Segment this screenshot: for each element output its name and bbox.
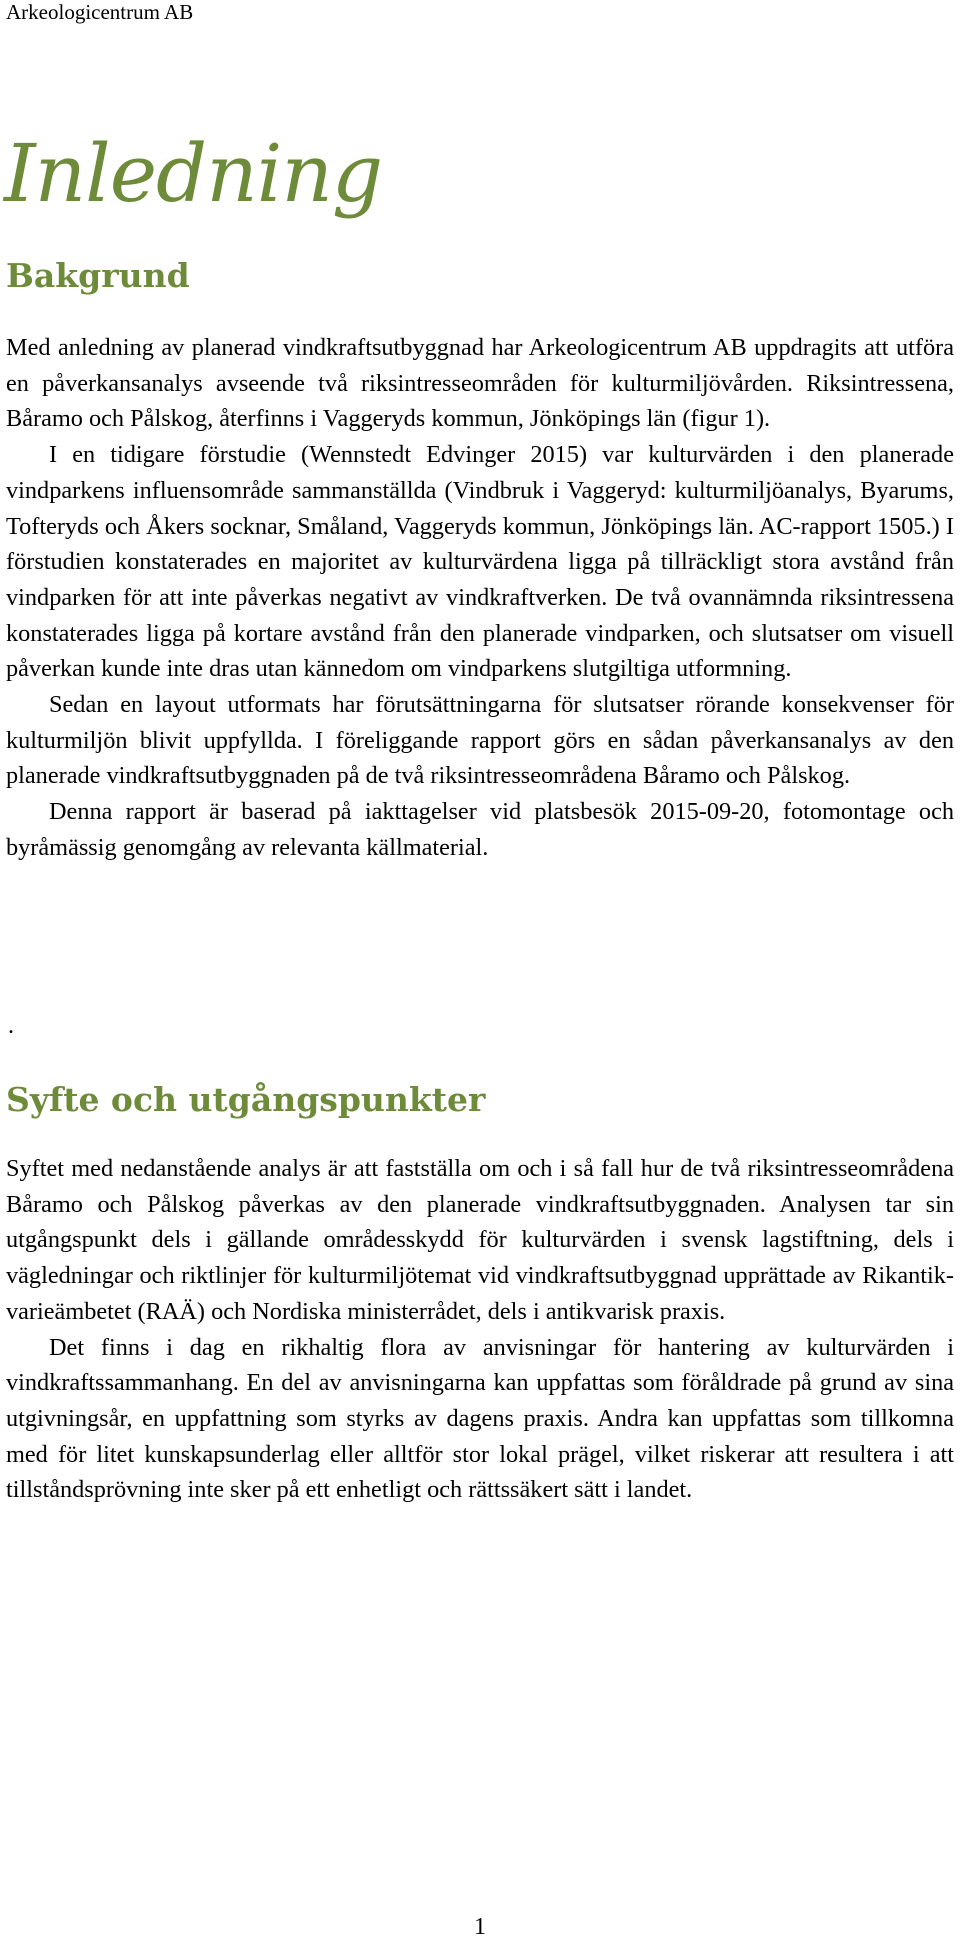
- paragraph: Syftet med nedanstående analys är att fastställa om och i så fall hur de två riksintresseområdena Båramo och Pålskog påverkas av den planerade vindkraftsutbyggnaden. Analysen tar sin utgångspunkt dels i gällande områdesskydd för kulturvärden i svensk lagstiftning, dels i vägledningar och riktlinjer för kulturmiljötemat vid vindkraftsutbyggnad upprättade av Rikantikvarieämbetet (RAÄ) och Nordiska ministerrådet, dels i antikvarisk praxis.: [6, 1155, 954, 1325]
- section-body-syfte: [6, 1151, 954, 1508]
- chapter-title: Inledning: [4, 127, 383, 220]
- paragraph: I en tidigare förstudie (Wennstedt Edvinger 2015) var kulturvärden i den planerade vindparkens influensområde sammanställda (Vindbruk i Vaggeryd: kulturmiljöanalys, Byarums, Tofteryds och Åkers socknar, Småland, Vaggeryds kommun, Jönköpings län. AC-rapport 1505.) I förstudien konstaterades en majoritet av kulturvärdena ligga på tillräckligt stora avstånd från vindparken för att inte påverkas negativt av vindkraftverken. De två ovannämnda riksintressena konstaterades ligga på kortare avstånd från den planerade vindparken, och slutsatser om visuell påverkan kunde inte dras utan kännedom om vindparkens slutgiltiga utformning.: [6, 441, 954, 683]
- running-header: Arkeologicentrum AB: [6, 0, 194, 24]
- section-body-bakgrund: [6, 330, 954, 866]
- section-heading-syfte: Syfte och utgångspunkter: [6, 1080, 486, 1119]
- section-heading-bakgrund: Bakgrund: [6, 256, 190, 295]
- paragraph: Det finns i dag en rikhaltig flora av anvisningar för hantering av kulturvärden i vindkraftssammanhang. En del av anvisningarna kan uppfattas som föråldrade på grund av sina utgivningsår, en uppfattning som styrks av dagens praxis. Andra kan uppfattas som tillkomna med för litet kunskapsunderlag eller alltför stor lokal prägel, vilket riskerar att resultera i att tillståndsprövning inte sker på ett enhetligt och rättssäkert sätt i landet.: [6, 1333, 954, 1504]
- paragraph: Med anledning av planerad vindkraftsutbyggnad har Arkeologicentrum AB uppdragits att utföra en påverkansanalys avseende två riksintresseområden för kulturmiljövården. Riksintressena, Båramo och Pålskog, återfinns i Vaggeryds kommun, Jönköpings län (figur 1).: [6, 334, 954, 433]
- stray-period: .: [8, 1013, 14, 1039]
- paragraph: Sedan en layout utformats har förutsättningarna för slutsatser rörande konsekvenser för kulturmiljön blivit uppfyllda. I föreliggande rapport görs en sådan påverkansanalys av den planerade vindkraftsutbyggnaden på de två riksintresseområdena Båramo och Pålskog.: [6, 691, 954, 790]
- page-number: 1: [474, 1914, 486, 1940]
- paragraph: Denna rapport är baserad på iakttagelser vid platsbesök 2015-09-20, fotomontage och byråmässig genomgång av relevanta källmaterial.: [6, 798, 954, 861]
